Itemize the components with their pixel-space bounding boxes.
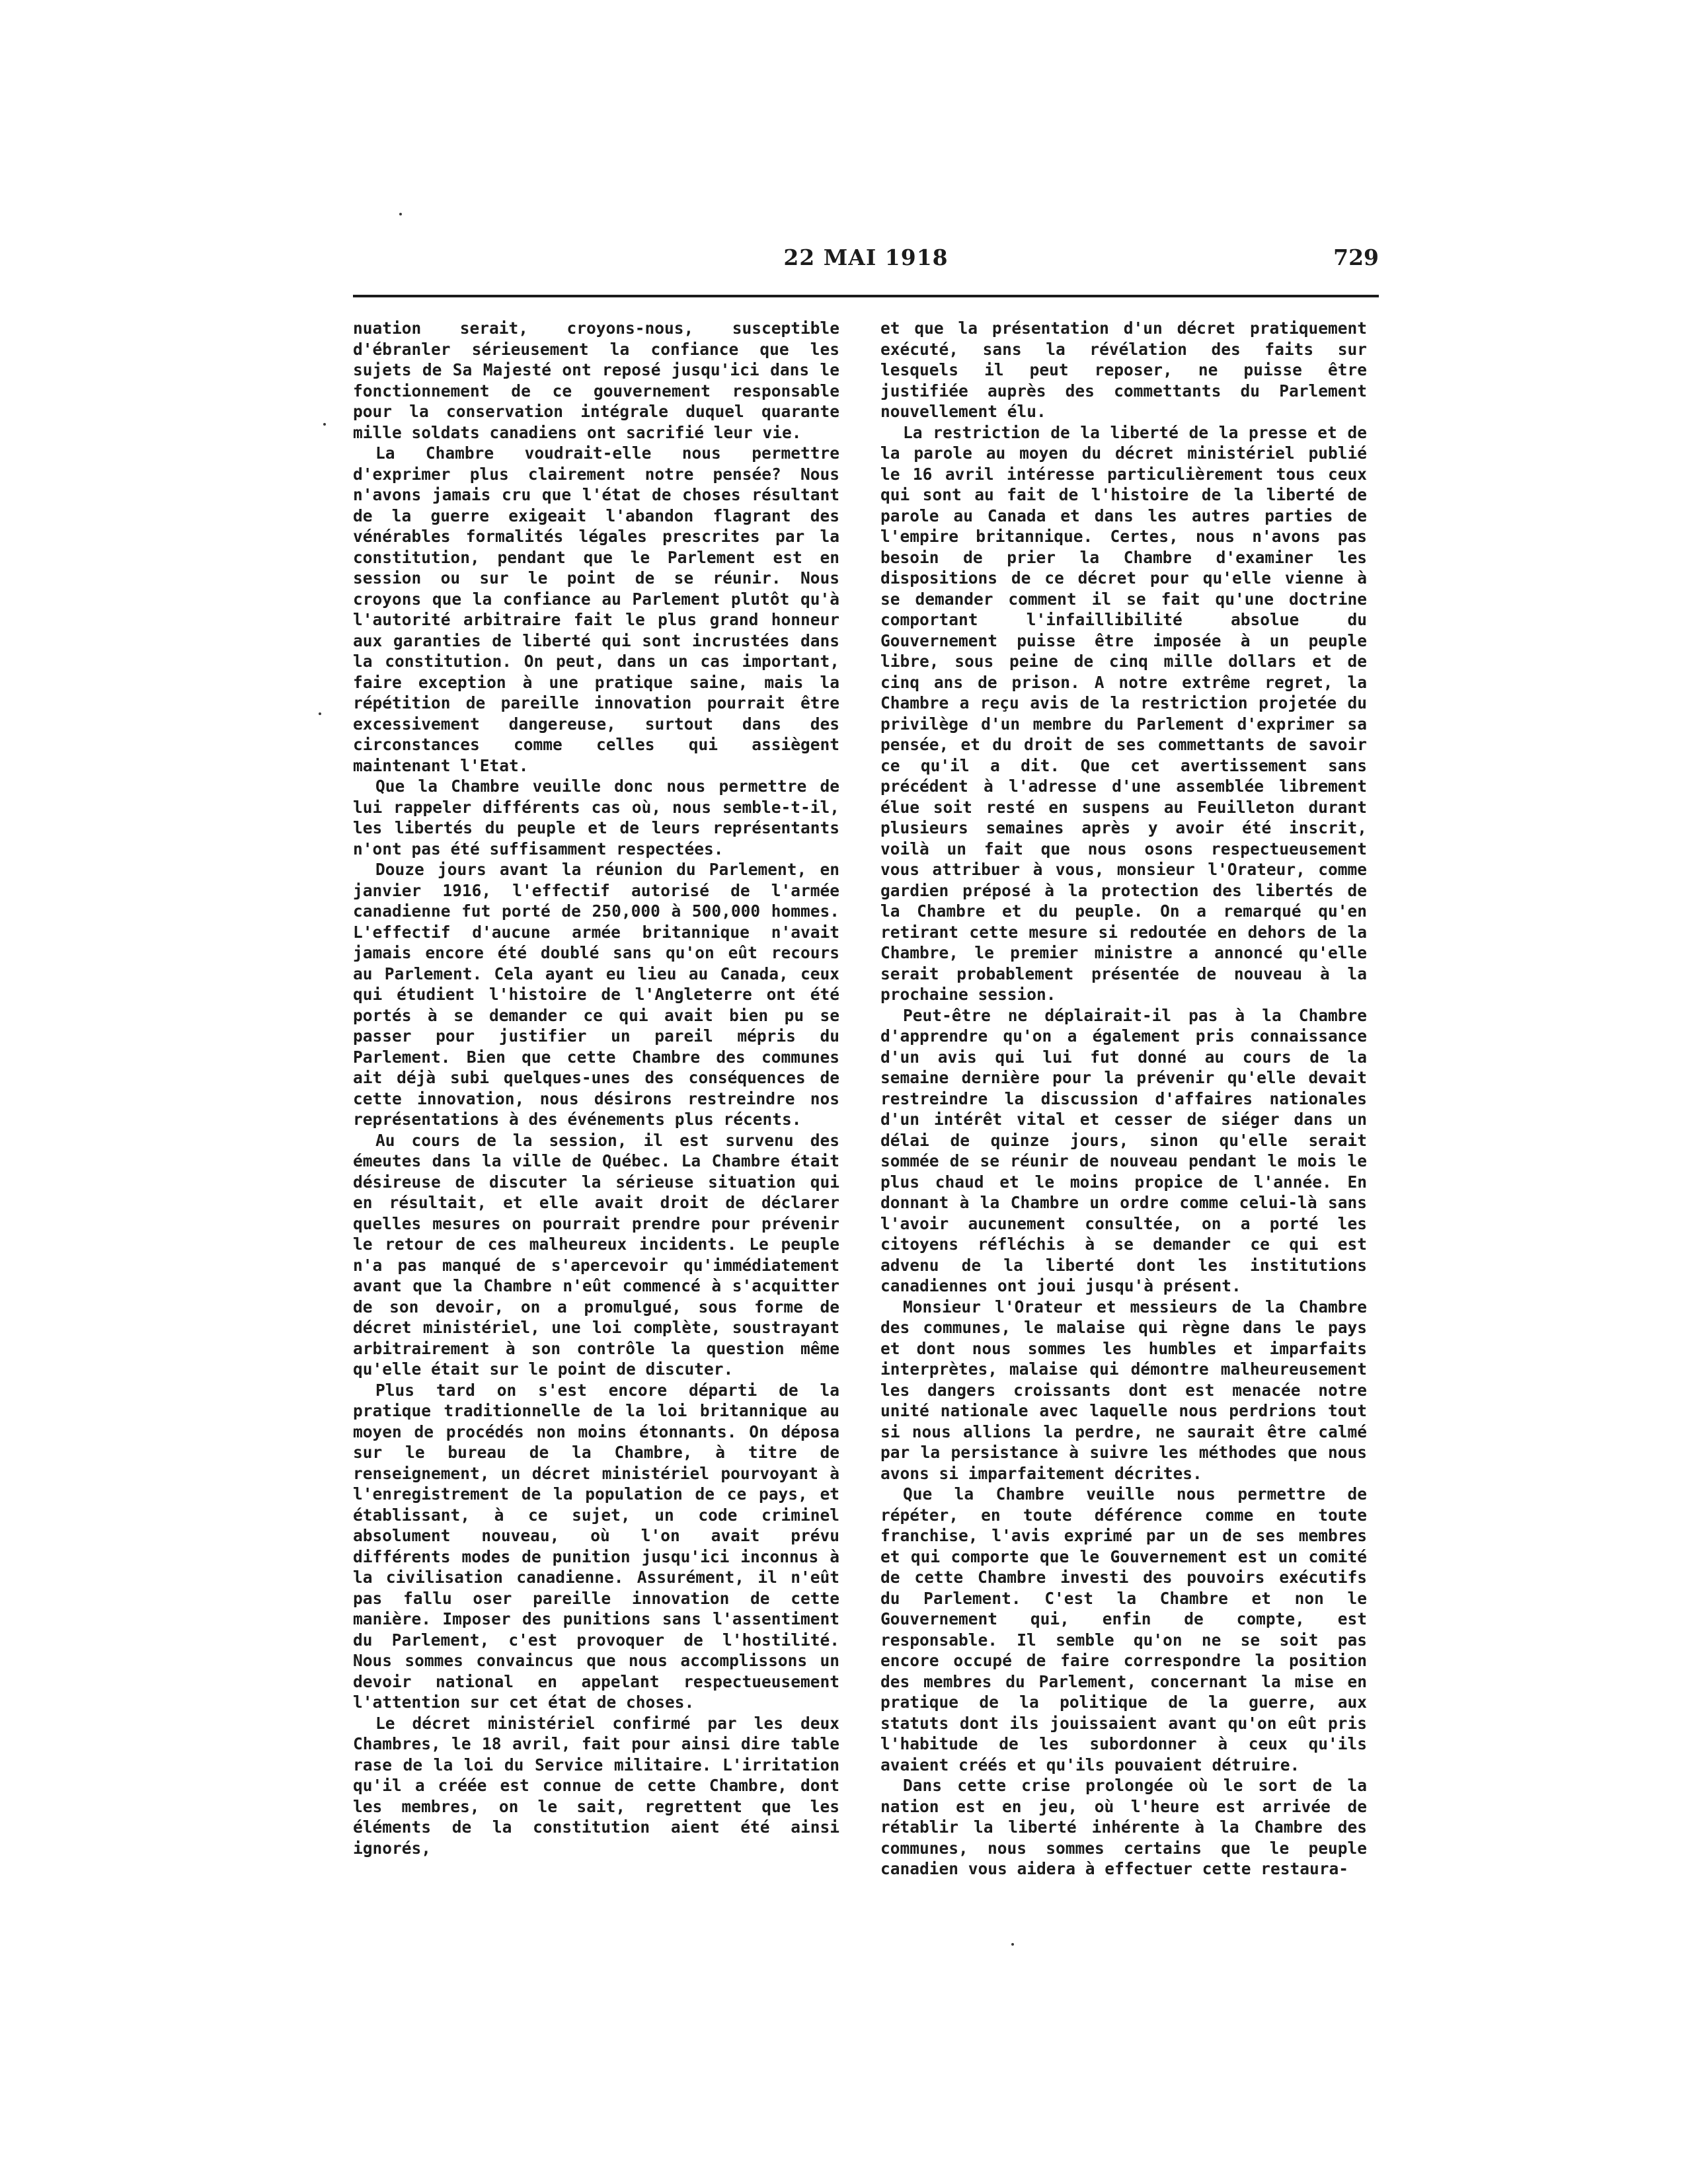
paragraph: Dans cette crise prolongée où le sort de la nation est en jeu, où l'heure est arrivée de rétablir la liberté inhérente à la Chambre des communes, nous sommes certains que le peuple canadien vous aidera à effectuer cette restaura- (880, 1776, 1367, 1878)
paragraph: Le décret ministériel confirmé par les deux Chambres, le 18 avril, fait pour ainsi dire table rase de la loi du Service militaire. L'irritation qu'il a créée est connue de cette Chambre, dont les membres, on le sait, regrettent que les éléments de la constitution aient été ainsi ignorés, (353, 1713, 839, 1858)
scan-speck (399, 213, 402, 215)
paragraph: Que la Chambre veuille donc nous permettre de lui rappeler différents cas où, nous semble-t-il, les libertés du peuple et de leurs représentants n'ont pas été suffisamment respectées. (353, 777, 839, 858)
paragraph: La restriction de la liberté de la presse et de la parole au moyen du décret ministériel publié le 16 avril intéresse particulièrement tous ceux qui sont au fait de l'histoire de la liberté de parole au Canada et dans les autres parties de l'empire britannique. Certes, nous n'avons pas besoin de prier la Chambre d'examiner les dispositions de ce décret pour qu'elle vienne à se demander comment il se fait qu'une doctrine comportant l'infaillibilité absolue du Gouvernement puisse être imposée à un peuple libre, sous peine de cinq mille dollars et de cinq ans de prison. A notre extrême regret, la Chambre a reçu avis de la restriction projetée du privilège d'un membre du Parlement d'exprimer sa pensée, et du droit de ses commettants de savoir ce qu'il a dit. Que cet avertissement sans précédent à l'adresse d'une assemblée librement élue soit resté en suspens au Feuilleton durant plusieurs semaines après y avoir été inscrit, voilà un fait que nous osons respectueusement vous attribuer à vous, monsieur l'Orateur, comme gardien préposé à la protection des libertés de la Chambre et du peuple. On a remarqué qu'en retirant cette mesure si redoutée en dehors de la Chambre, le premier ministre a annoncé qu'elle serait probablement présentée de nouveau à la prochaine session. (880, 422, 1367, 1004)
page-header (353, 245, 1379, 284)
paragraph: Monsieur l'Orateur et messieurs de la Chambre des communes, le malaise qui règne dans le pays et dont nous sommes les humbles et imparfaits interprètes, malaise qui démontre malheureusement les dangers croissants dont est menacée notre unité nationale avec laquelle nous perdrions tout si nous allions la perdre, ne saurait être calmé par la persistance à suivre les méthodes que nous avons si imparfaitement décrites. (880, 1297, 1367, 1483)
left-column (353, 318, 839, 1878)
header-date: 22 MAI 1918 (783, 245, 949, 270)
scan-speck (1011, 1943, 1014, 1946)
paragraph: Au cours de la session, il est survenu des émeutes dans la ville de Québec. La Chambre était désireuse de discuter la sérieuse situation qui en résultait, et elle avait droit de déclarer quelles mesures on pourrait prendre pour prévenir le retour de ces malheureux incidents. Le peuple n'a pas manqué de s'apercevoir qu'immédiatement avant que la Chambre n'eût commencé à s'acquitter de son devoir, on a promulgué, sous forme de décret ministériel, une loi complète, soustrayant arbitrairement à son contrôle la question même qu'elle était sur le point de discuter. (353, 1130, 839, 1379)
paragraph: Peut-être ne déplairait-il pas à la Chambre d'apprendre qu'on a également pris connaissance d'un avis qui lui fut donné au cours de la semaine dernière pour la prévenir qu'elle devait restreindre la discussion d'affaires nationales d'un intérêt vital et cesser de siéger dans un délai de quinze jours, sinon qu'elle serait sommée de se réunir de nouveau pendant le mois le plus chaud et le moins propice de l'année. En donnant à la Chambre un ordre comme celui-là sans l'avoir aucunement consultée, on a porté les citoyens réfléchis à se demander ce qui est advenu de la liberté dont les institutions canadiennes ont joui jusqu'à présent. (880, 1005, 1367, 1295)
paragraph: Plus tard on s'est encore départi de la pratique traditionnelle de la loi britannique au moyen de procédés non moins étonnants. On déposa sur le bureau de la Chambre, à titre de renseignement, un décret ministériel pourvoyant à l'enregistrement de la population de ce pays, et établissant, à ce sujet, un code criminel absolument nouveau, où l'on avait prévu différents modes de punition jusqu'ici inconnus à la civilisation canadienne. Assurément, il n'eût pas fallu oser pareille innovation de cette manière. Imposer des punitions sans l'assentiment du Parlement, c'est provoquer de l'hostilité. Nous sommes convaincus que nous accomplissons un devoir national en appelant respectueusement l'attention sur cet état de choses. (353, 1380, 839, 1712)
scan-speck (323, 423, 326, 426)
paragraph: nuation serait, croyons-nous, susceptible d'ébranler sérieusement la confiance que les sujets de Sa Majesté ont reposé jusqu'ici dans le fonctionnement de ce gouvernement responsable pour la conservation intégrale duquel quarante mille soldats canadiens ont sacrifié leur vie. (353, 319, 839, 442)
paragraph: Douze jours avant la réunion du Parlement, en janvier 1916, l'effectif autorisé de l'armée canadienne fut porté de 250,000 à 500,000 hommes. L'effectif d'aucune armée britannique n'avait jamais encore été doublé sans qu'on eût recours au Parlement. Cela ayant eu lieu au Canada, ceux qui étudient l'histoire de l'Angleterre ont été portés à se demander ce qui avait bien pu se passer pour justifier un pareil mépris du Parlement. Bien que cette Chambre des communes ait déjà subi quelques-unes des conséquences de cette innovation, nous désirons restreindre nos représentations à des événements plus récents. (353, 860, 839, 1129)
header-rule (353, 295, 1379, 297)
paragraph: Que la Chambre veuille nous permettre de répéter, en toute déférence comme en toute franchise, l'avis exprimé par un de ses membres et qui comporte que le Gouvernement est un comité de cette Chambre investi des pouvoirs exécutifs du Parlement. C'est la Chambre et non le Gouvernement qui, enfin de compte, est responsable. Il semble qu'on ne se soit pas encore occupé de faire correspondre la position des membres du Parlement, concernant la mise en pratique de la politique de la guerre, aux statuts dont ils jouissaient avant qu'on eût pris l'habitude de les subordonner à ceux qu'ils avaient créés et qu'ils pouvaient détruire. (880, 1484, 1367, 1774)
right-column (880, 318, 1367, 1878)
paragraph: La Chambre voudrait-elle nous permettre d'exprimer plus clairement notre pensée? Nous n'avons jamais cru que l'état de choses résultant de la guerre exigeait l'abandon flagrant des vénérables formalités légales prescrites par la constitution, pendant que le Parlement est en session ou sur le point de se réunir. Nous croyons que la confiance au Parlement plutôt qu'à l'autorité arbitraire fait le plus grand honneur aux garanties de liberté qui sont incrustées dans la constitution. On peut, dans un cas important, faire exception à une pratique saine, mais la répétition de pareille innovation pourrait être excessivement dangereuse, surtout dans des circonstances comme celles qui assiègent maintenant l'Etat. (353, 443, 839, 775)
page-number: 729 (1333, 245, 1379, 270)
scan-speck (319, 712, 321, 715)
paragraph: et que la présentation d'un décret pratiquement exécuté, sans la révélation des faits sur lesquels il peut reposer, ne puisse être justifiée auprès des commettants du Parlement nouvellement élu. (880, 319, 1367, 421)
